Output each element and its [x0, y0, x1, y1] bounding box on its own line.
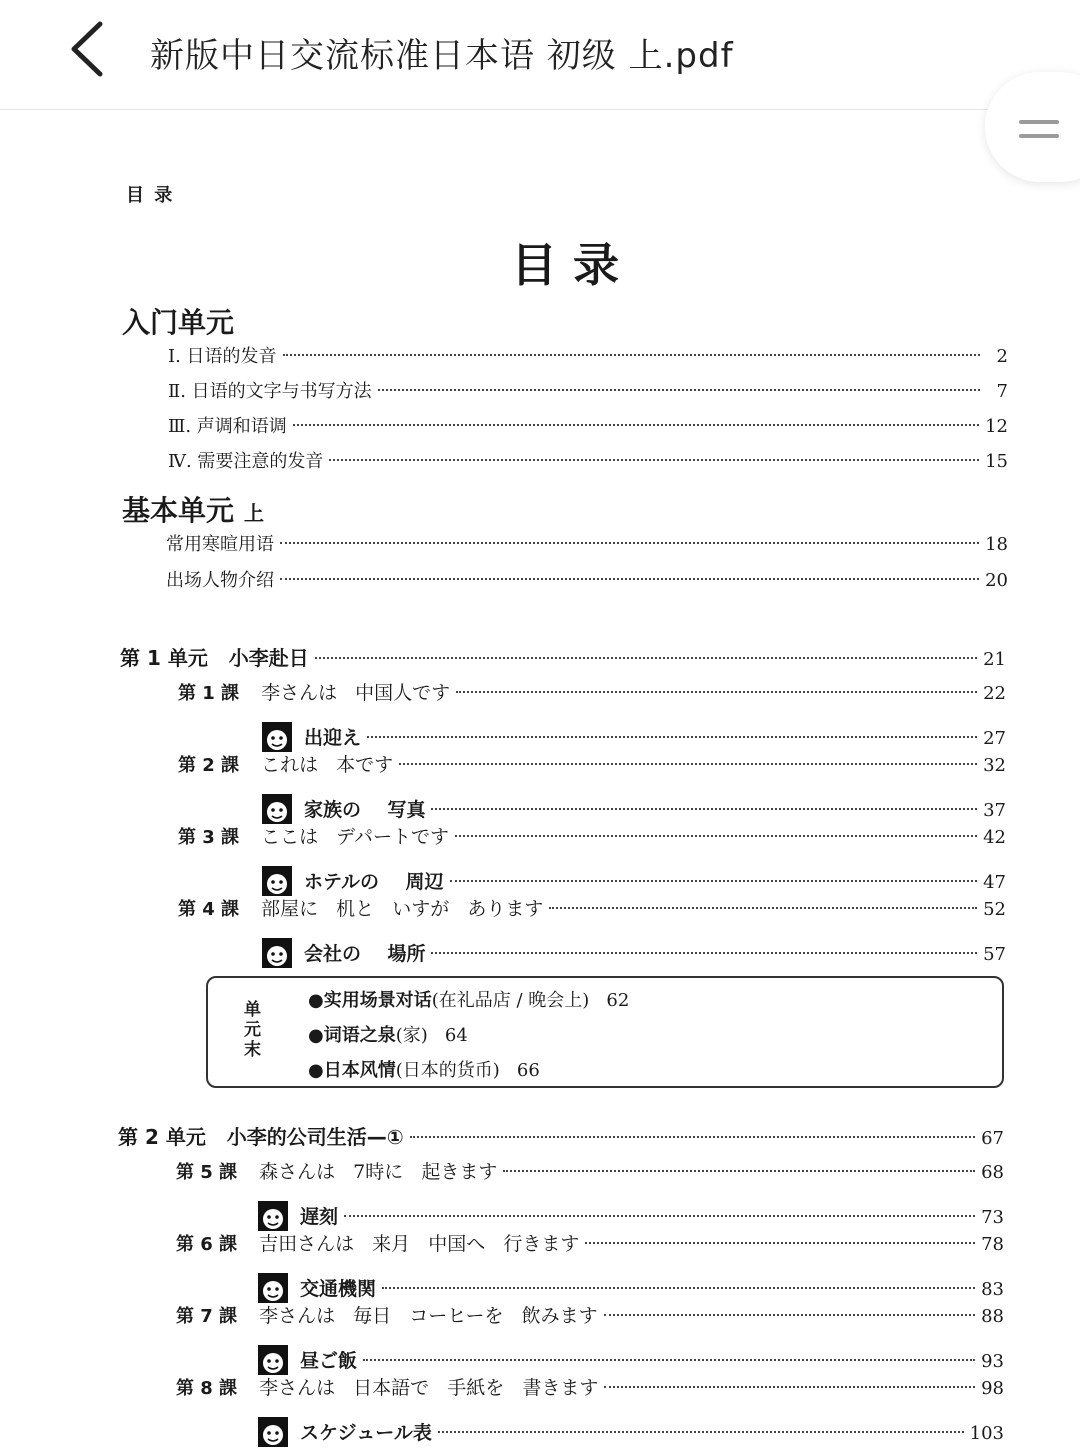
leader-dots	[585, 1242, 975, 1244]
toc-sub-entry[interactable]	[262, 858, 1006, 893]
toc-lesson-entry[interactable]	[176, 1373, 1004, 1403]
page-number: 21	[983, 649, 1006, 670]
unit-end-item[interactable]: ●日本风情(日本的货币) 66	[308, 1060, 540, 1081]
toc-entry-label: 吉田さんは 来月 中国へ 行きます	[259, 1233, 580, 1255]
page-number: 22	[983, 683, 1006, 704]
leader-dots	[283, 354, 980, 356]
leader-dots	[431, 808, 977, 810]
toc-entry-label: これは 本です	[261, 754, 394, 776]
unit-end-item[interactable]: ●实用场景对话(在礼品店 / 晚会上) 62	[308, 990, 630, 1011]
toc-entry-label: スケジュール表	[300, 1422, 432, 1444]
lesson-number: 第 7 課	[176, 1306, 238, 1327]
leader-dots	[280, 578, 979, 580]
page-number: 67	[981, 1128, 1004, 1149]
page-number: 12	[985, 416, 1008, 437]
toc-sub-entry[interactable]	[262, 714, 1006, 749]
leader-dots	[315, 657, 977, 659]
character-face-icon	[258, 1201, 288, 1231]
toc-entry-label: 遅刻	[300, 1206, 339, 1228]
toc-entry-label: 李さんは 中国人です	[261, 682, 451, 704]
leader-dots	[399, 763, 977, 765]
page-number: 27	[983, 728, 1006, 749]
page-number: 37	[983, 800, 1006, 821]
toc-entry-label: 第 2 单元 小李的公司生活—①	[118, 1125, 404, 1149]
leader-dots	[456, 691, 977, 693]
toc-entry[interactable]	[168, 377, 1008, 407]
lesson-number: 第 6 課	[176, 1234, 238, 1255]
character-face-icon	[258, 1345, 288, 1375]
toc-entry-label: 交通機関	[300, 1278, 377, 1300]
running-head: 目 录	[126, 185, 175, 206]
toc-entry-label: 常用寒暄用语	[166, 534, 274, 555]
page-number: 42	[983, 827, 1006, 848]
character-face-icon	[262, 866, 292, 896]
toc-entry[interactable]	[166, 530, 1008, 560]
toc-entry-label: 李さんは 日本語で 手紙を 書きます	[259, 1377, 599, 1399]
toc-sub-entry[interactable]	[258, 1193, 1004, 1228]
top-bar	[0, 0, 1080, 110]
page-number: 32	[983, 755, 1006, 776]
toc-lesson-entry[interactable]	[178, 894, 1006, 924]
chevron-left-icon	[62, 18, 122, 80]
toc-entry-label: Ⅱ. 日语的文字与书写方法	[168, 381, 372, 402]
toc-entry-label: 部屋に 机と いすが あります	[261, 898, 544, 920]
leader-dots	[378, 389, 980, 391]
toc-lesson-entry[interactable]	[178, 678, 1006, 708]
leader-dots	[438, 1431, 964, 1433]
page-number: 98	[981, 1378, 1004, 1399]
page-number: 103	[969, 1423, 1004, 1444]
leader-dots	[549, 907, 977, 909]
toc-entry-label: 第 1 单元 小李赴日	[120, 646, 309, 670]
section-heading-intro: 入门单元	[122, 306, 235, 339]
lesson-number: 第 2 課	[178, 755, 240, 776]
toc-sub-entry[interactable]	[258, 1265, 1004, 1300]
lesson-number: 第 4 課	[178, 899, 240, 920]
character-face-icon	[262, 722, 292, 752]
page-number: 7	[996, 381, 1008, 402]
section-heading-basic: 基本单元 上	[122, 494, 265, 527]
toc-sub-entry[interactable]	[262, 786, 1006, 821]
toc-entry-label: 出迎え	[304, 727, 362, 749]
toc-lesson-entry[interactable]	[176, 1301, 1004, 1331]
leader-dots	[455, 835, 977, 837]
toc-sub-entry[interactable]	[262, 930, 1006, 965]
toc-entry-label: 昼ご飯	[300, 1350, 358, 1372]
page-number: 52	[983, 899, 1006, 920]
unit-end-item[interactable]: ●词语之泉(家) 64	[308, 1025, 468, 1046]
toc-entry[interactable]	[168, 447, 1008, 477]
lesson-number: 第 8 課	[176, 1378, 238, 1399]
leader-dots	[293, 424, 979, 426]
leader-dots	[382, 1287, 975, 1289]
pdf-page	[0, 111, 1080, 1444]
toc-entry-label: Ⅳ. 需要注意的发音	[168, 451, 324, 472]
toc-entry[interactable]	[168, 342, 1008, 372]
toc-entry-label: Ⅰ. 日语的发音	[168, 346, 277, 367]
toc-entry[interactable]	[168, 412, 1008, 442]
page-number: 68	[981, 1162, 1004, 1183]
page-number: 47	[983, 872, 1006, 893]
toc-entry-label: ここは デパートです	[261, 826, 450, 848]
leader-dots	[410, 1136, 975, 1138]
toc-unit-entry[interactable]	[120, 642, 1006, 672]
unit-end-label: 单元末	[244, 1000, 261, 1060]
leader-dots	[431, 952, 977, 954]
character-face-icon	[258, 1273, 288, 1303]
leader-dots	[604, 1386, 975, 1388]
lesson-number: 第 5 課	[176, 1162, 238, 1183]
leader-dots	[604, 1314, 975, 1316]
page-number: 83	[981, 1279, 1004, 1300]
toc-entry-label: ホテルの 周辺	[304, 871, 444, 893]
page-number: 78	[981, 1234, 1004, 1255]
toc-lesson-entry[interactable]	[176, 1157, 1004, 1187]
leader-dots	[503, 1170, 975, 1172]
page-title: 目 录	[510, 238, 619, 292]
toc-lesson-entry[interactable]	[178, 750, 1006, 780]
page-number: 88	[981, 1306, 1004, 1327]
toc-entry-label: 李さんは 毎日 コーヒーを 飲みます	[259, 1305, 598, 1327]
page-number: 73	[981, 1207, 1004, 1228]
leader-dots	[450, 880, 978, 882]
toc-entry-label: 森さんは 7時に 起きます	[259, 1161, 498, 1183]
lesson-number: 第 1 課	[178, 683, 240, 704]
character-face-icon	[262, 794, 292, 824]
toc-entry[interactable]	[166, 566, 1008, 596]
page-number: 15	[985, 451, 1008, 472]
leader-dots	[344, 1215, 975, 1217]
character-face-icon	[258, 1417, 288, 1447]
page-number: 57	[983, 944, 1006, 965]
toc-sub-entry[interactable]	[258, 1409, 1004, 1444]
toc-entry-label: 出场人物介绍	[166, 570, 274, 591]
page-number: 93	[981, 1351, 1004, 1372]
document-title: 新版中日交流标准日本语 初级 上.pdf	[150, 36, 734, 76]
leader-dots	[329, 459, 979, 461]
page-number: 18	[985, 534, 1008, 555]
toc-lesson-entry[interactable]	[176, 1229, 1004, 1259]
toc-lesson-entry[interactable]	[178, 822, 1006, 852]
character-face-icon	[262, 938, 292, 968]
leader-dots	[367, 736, 977, 738]
page-number: 2	[996, 346, 1008, 367]
toc-entry-label: Ⅲ. 声调和语调	[168, 416, 287, 437]
leader-dots	[280, 542, 979, 544]
leader-dots	[363, 1359, 975, 1361]
toc-unit-entry[interactable]	[118, 1121, 1004, 1151]
toc-sub-entry[interactable]	[258, 1337, 1004, 1372]
toc-entry-label: 家族の 写真	[304, 799, 426, 821]
back-button[interactable]	[62, 18, 122, 80]
lesson-number: 第 3 課	[178, 827, 240, 848]
unit-end-box	[206, 976, 1004, 1088]
page-number: 20	[985, 570, 1008, 591]
toc-entry-label: 会社の 場所	[304, 943, 426, 965]
